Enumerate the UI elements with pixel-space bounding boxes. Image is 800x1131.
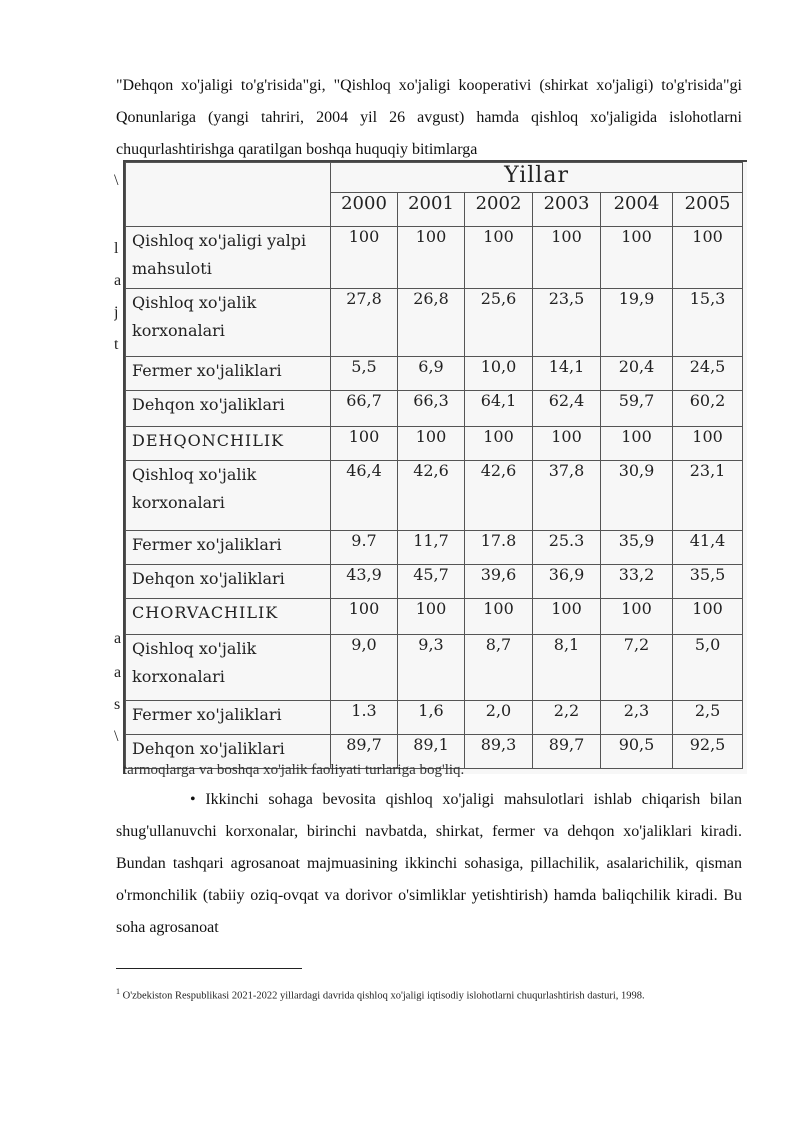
- footnote: [116, 978, 742, 1011]
- table-cell: 100: [673, 599, 743, 635]
- margin-fragment: s: [114, 696, 121, 713]
- table-cell: 100: [331, 427, 398, 461]
- table-cell: 89,1: [398, 735, 465, 769]
- table-cell: 100: [398, 427, 465, 461]
- table-cell: 89,3: [465, 735, 533, 769]
- table-row: [126, 565, 743, 599]
- table-cell: 62,4: [533, 391, 601, 427]
- top-paragraph: "Dehqon xo'jaligi to'g'risida"gi, "Qishloq xo'jaligi kooperativi (shirkat xo'jaligi) to'g'risida"gi Qonunlariga (yangi tahriri, 2004 yil 26 avgust) hamda qishloq xo'jaligida islohotlarni chuqurlashtirishga qaratilgan boshqa huquqiy bitimlarga: [116, 77, 742, 158]
- table-cell: 42,6: [465, 461, 533, 531]
- table-section-row: [126, 599, 743, 635]
- table-cell: 100: [398, 227, 465, 289]
- table-row: [126, 391, 743, 427]
- table-cell: 11,7: [398, 531, 465, 565]
- table-cell: 30,9: [601, 461, 673, 531]
- table-cell: 100: [465, 427, 533, 461]
- section-label: CHORVACHILIK: [126, 599, 331, 635]
- table-cell: 35,5: [673, 565, 743, 599]
- table-cell: 89,7: [331, 735, 398, 769]
- footnote-text: O'zbekiston Respublikasi 2021-2022 yillardagi davrida qishloq xo'jaligi iqtisodiy islohotlarni chuqurlashtirish dasturi, 1998.: [120, 990, 645, 1002]
- table-row: [126, 357, 743, 391]
- row-label: Qishloq xo'jalik korxonalari: [126, 289, 331, 357]
- table-cell: 5,5: [331, 357, 398, 391]
- margin-fragment: a: [114, 630, 122, 647]
- statistics-table: [125, 162, 743, 769]
- table-cell: 19,9: [601, 289, 673, 357]
- row-label: Dehqon xo'jaliklari: [126, 565, 331, 599]
- table-cell: 90,5: [601, 735, 673, 769]
- table-row: [126, 227, 743, 289]
- table-row: [126, 635, 743, 701]
- row-label: Qishloq xo'jaligi yalpi mahsuloti: [126, 227, 331, 289]
- table-cell: 100: [331, 227, 398, 289]
- table-cell: 92,5: [673, 735, 743, 769]
- row-label: Qishloq xo'jalik korxonalari: [126, 635, 331, 701]
- table-cell: 100: [533, 599, 601, 635]
- table-cell: 100: [673, 227, 743, 289]
- margin-fragment: a: [114, 664, 122, 681]
- row-label: Dehqon xo'jaliklari: [126, 735, 331, 769]
- row-label: Fermer xo'jaliklari: [126, 357, 331, 391]
- table-cell: 9,0: [331, 635, 398, 701]
- table-cell: 60,2: [673, 391, 743, 427]
- margin-fragment: j: [114, 304, 119, 321]
- table-cell: 33,2: [601, 565, 673, 599]
- table-cell: 25.3: [533, 531, 601, 565]
- row-label: Qishloq xo'jalik korxonalari: [126, 461, 331, 531]
- table-cell: 89,7: [533, 735, 601, 769]
- table-cell: 24,5: [673, 357, 743, 391]
- table-cell: 42,6: [398, 461, 465, 531]
- header-yillar: Yillar: [331, 163, 743, 193]
- table-cell: 100: [601, 599, 673, 635]
- row-label: Fermer xo'jaliklari: [126, 701, 331, 735]
- table-cell: 26,8: [398, 289, 465, 357]
- table-cell: 100: [673, 427, 743, 461]
- table-row: [126, 289, 743, 357]
- paragraph-text: • Ikkinchi sohaga bevosita qishloq xo'jaligi mahsulotlari ishlab chiqarish bilan shug'ullanuvchi korxonalar, birinchi navbatda, shirkat, fermer va dehqon xo'jaliklari kiradi. Bundan tashqari agrosanoat majmuasining ikkinchi sohasiga, pillachilik, asalarichilik, qisman o'rmonchilik (tabiiy oziq-ovqat va dorivor o'simliklar yetishtirish) hamda baliqchilik kiradi. Bu soha agrosanoat: [116, 791, 742, 936]
- table-cell: 2,0: [465, 701, 533, 735]
- footnote-marker: 1: [116, 987, 120, 996]
- table-cell: 100: [533, 427, 601, 461]
- table-cell: 25,6: [465, 289, 533, 357]
- table-cell: 35,9: [601, 531, 673, 565]
- year-header: 2004: [601, 193, 673, 227]
- margin-fragment: t: [114, 336, 119, 353]
- obscured-text-line: tarmoqlarga va boshqa xo'jalik faoliyati turlariga bog'liq.: [123, 763, 465, 777]
- table-cell: 46,4: [331, 461, 398, 531]
- table-cell: 7,2: [601, 635, 673, 701]
- table-cell: 10,0: [465, 357, 533, 391]
- bottom-paragraph: [116, 784, 742, 944]
- table-cell: 64,1: [465, 391, 533, 427]
- table-cell: 66,7: [331, 391, 398, 427]
- table-cell: 17.8: [465, 531, 533, 565]
- table-cell: 59,7: [601, 391, 673, 427]
- table-cell: 2,3: [601, 701, 673, 735]
- table-cell: 100: [601, 427, 673, 461]
- table-cell: 27,8: [331, 289, 398, 357]
- table-cell: 41,4: [673, 531, 743, 565]
- table-cell: 2,2: [533, 701, 601, 735]
- section-label: DEHQONCHILIK: [126, 427, 331, 461]
- table-cell: 66,3: [398, 391, 465, 427]
- year-header: 2003: [533, 193, 601, 227]
- year-header: 2002: [465, 193, 533, 227]
- table-cell: 5,0: [673, 635, 743, 701]
- table-row: [126, 461, 743, 531]
- footnote-divider: [116, 968, 302, 969]
- year-header: 2001: [398, 193, 465, 227]
- table-cell: 1.3: [331, 701, 398, 735]
- table-cell: 100: [331, 599, 398, 635]
- table-cell: 15,3: [673, 289, 743, 357]
- margin-fragment: \: [114, 728, 119, 745]
- table-cell: 1,6: [398, 701, 465, 735]
- table-cell: 6,9: [398, 357, 465, 391]
- table-cell: 9.7: [331, 531, 398, 565]
- row-label: Dehqon xo'jaliklari: [126, 391, 331, 427]
- table-section-row: [126, 427, 743, 461]
- table-cell: 23,5: [533, 289, 601, 357]
- table-cell: 9,3: [398, 635, 465, 701]
- table-header-row: [126, 163, 743, 193]
- table-cell: 8,7: [465, 635, 533, 701]
- margin-fragment: a: [114, 272, 122, 289]
- table-cell: 100: [465, 227, 533, 289]
- table-cell: 2,5: [673, 701, 743, 735]
- table-cell: 100: [533, 227, 601, 289]
- statistics-table-image: [123, 160, 747, 774]
- table-cell: 20,4: [601, 357, 673, 391]
- table-corner-cell: [126, 163, 331, 227]
- year-header: 2000: [331, 193, 398, 227]
- table-cell: 37,8: [533, 461, 601, 531]
- table-row: [126, 531, 743, 565]
- table-cell: 100: [601, 227, 673, 289]
- table-cell: 36,9: [533, 565, 601, 599]
- table-cell: 14,1: [533, 357, 601, 391]
- table-cell: 8,1: [533, 635, 601, 701]
- year-header: 2005: [673, 193, 743, 227]
- table-cell: 100: [398, 599, 465, 635]
- table-cell: 23,1: [673, 461, 743, 531]
- table-cell: 43,9: [331, 565, 398, 599]
- table-row: [126, 701, 743, 735]
- table-cell: 45,7: [398, 565, 465, 599]
- row-label: Fermer xo'jaliklari: [126, 531, 331, 565]
- table-cell: 39,6: [465, 565, 533, 599]
- margin-fragment: \: [114, 172, 119, 189]
- table-cell: 100: [465, 599, 533, 635]
- margin-fragment: l: [114, 240, 119, 257]
